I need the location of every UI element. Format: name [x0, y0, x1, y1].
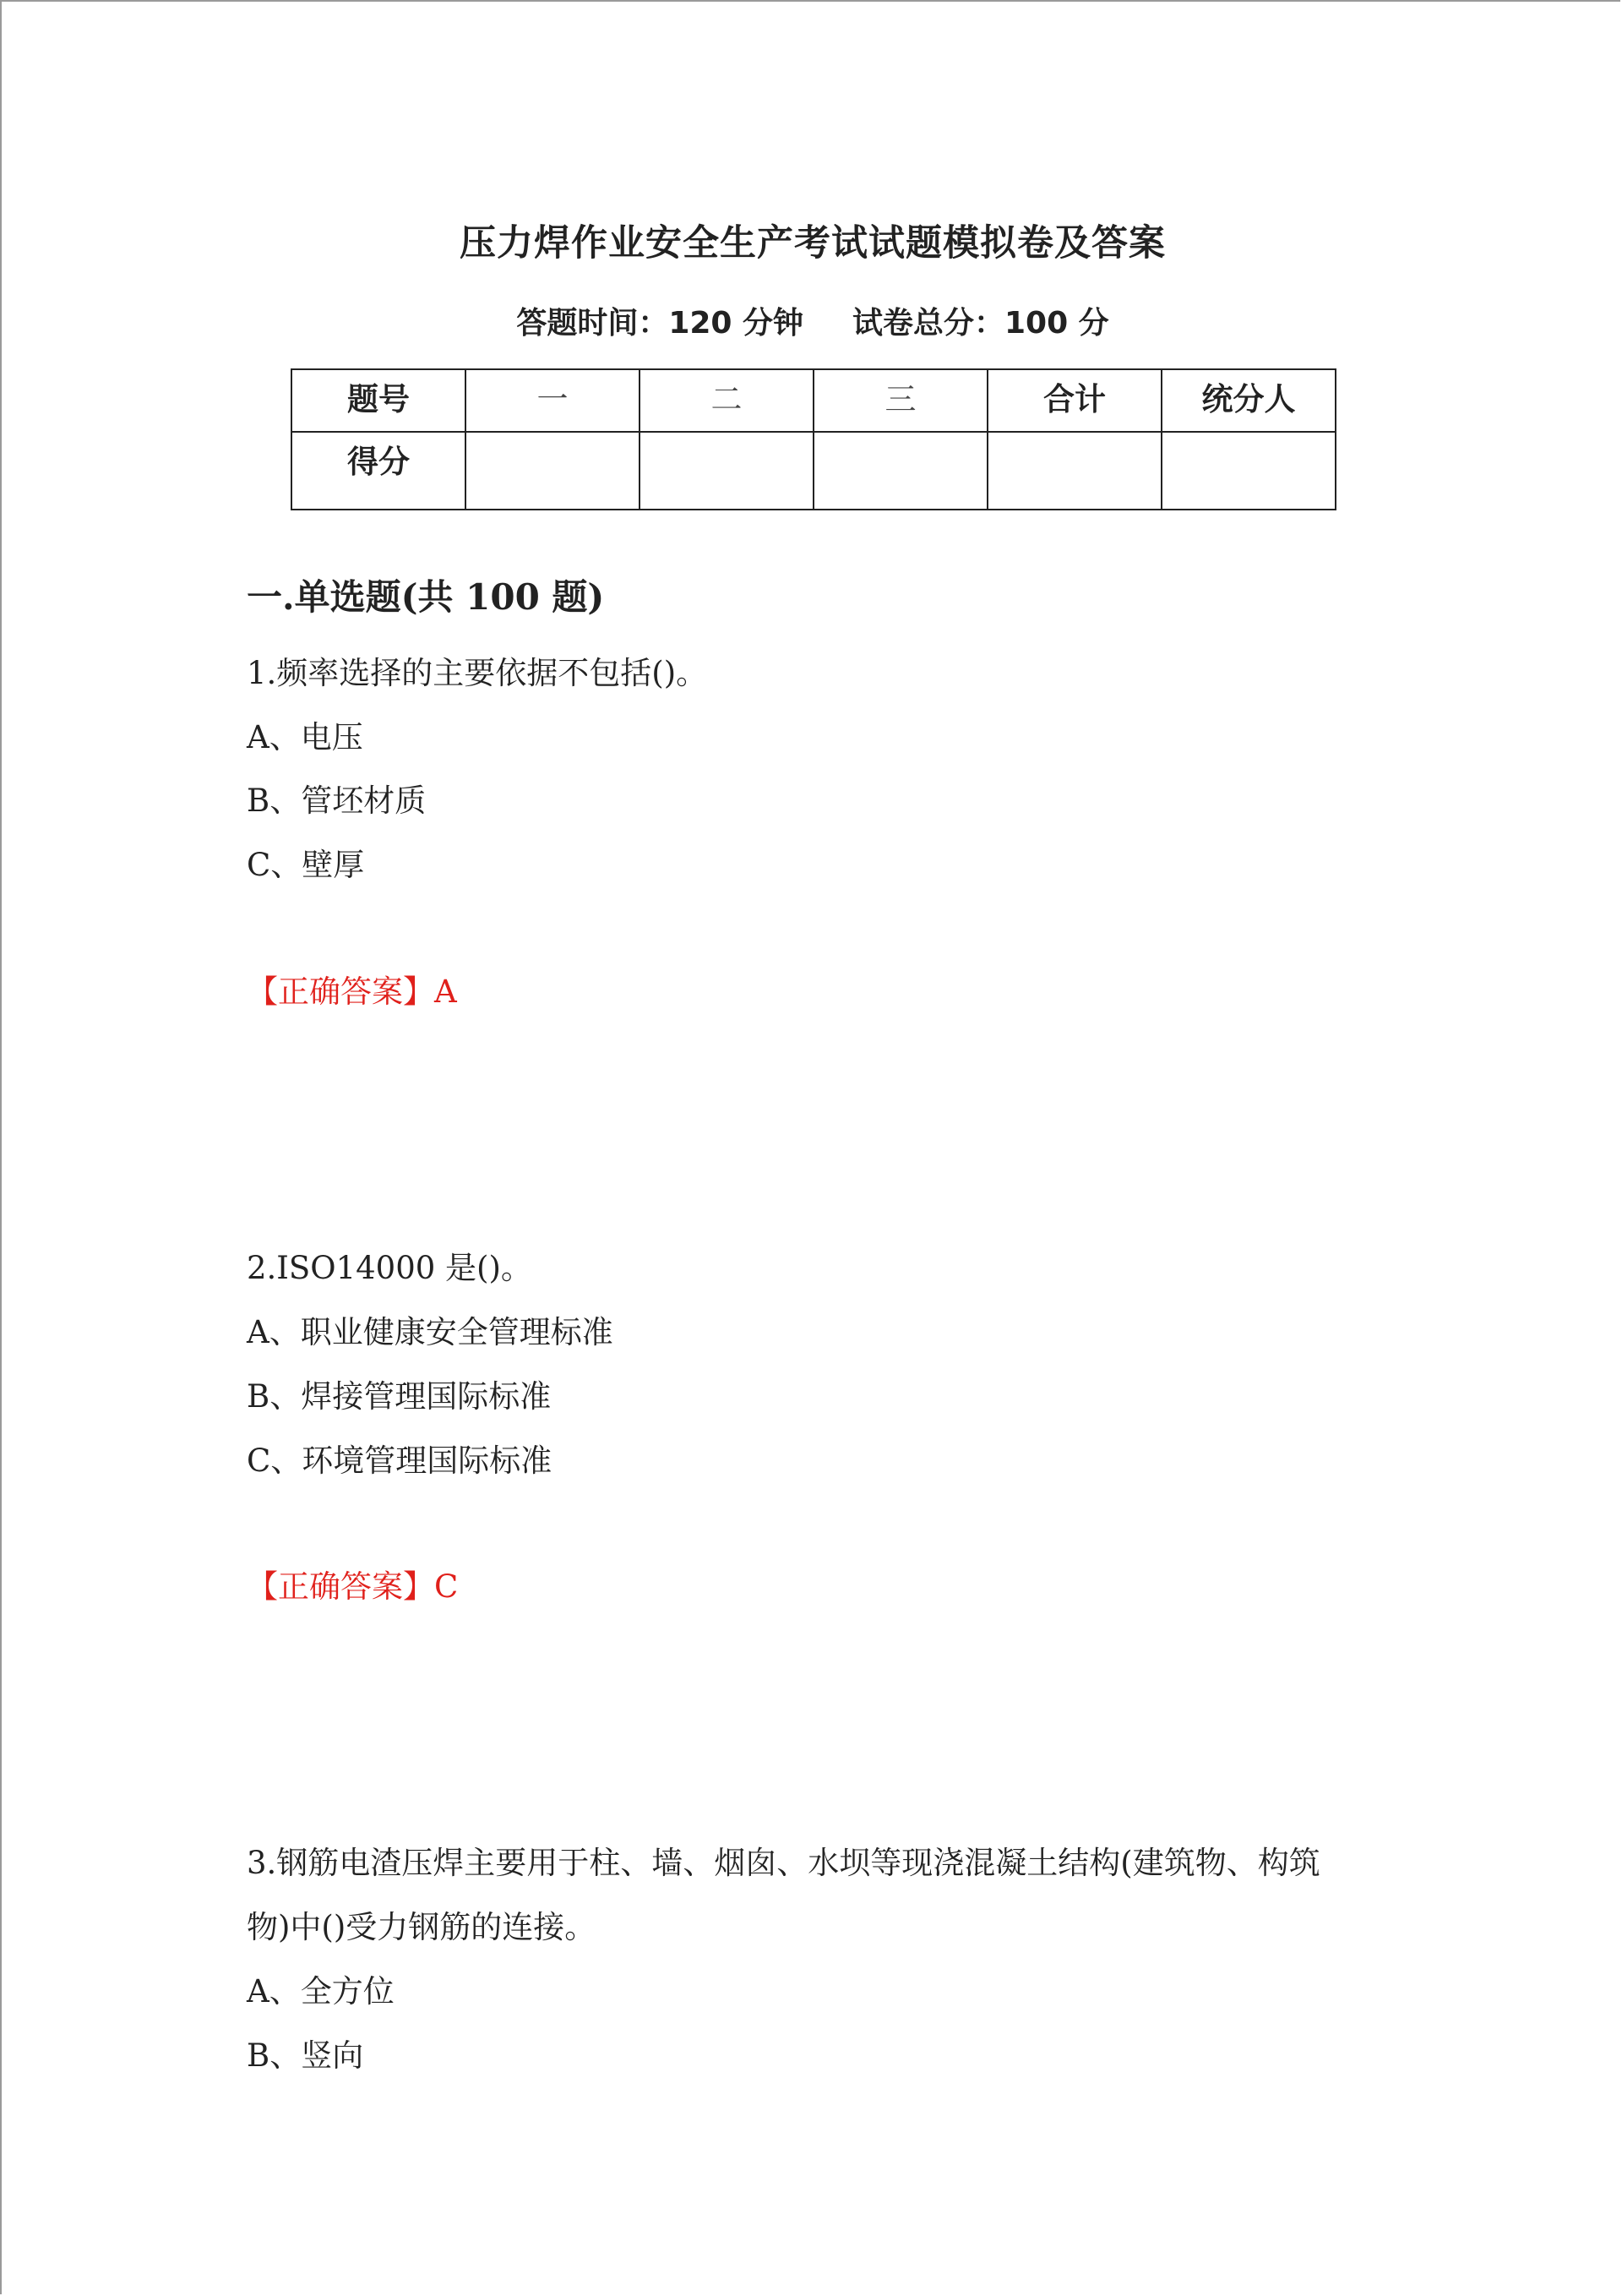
header-cell-part-1: 一 — [465, 369, 640, 432]
question-1-option-b: B、管坯材质 — [247, 783, 427, 819]
header-cell-number: 题号 — [291, 369, 465, 432]
question-2-answer: 【正确答案】C — [247, 1568, 459, 1605]
section-title: 一.单选题(共 100 题) — [247, 576, 605, 618]
question-1-option-c: C、壁厚 — [247, 847, 365, 883]
score-cell-3 — [814, 432, 988, 510]
question-2-option-c: C、环境管理国际标准 — [247, 1442, 552, 1479]
question-2-option-a: A、职业健康安全管理标准 — [247, 1314, 613, 1350]
score-row-label: 得分 — [291, 432, 465, 510]
header-cell-part-3: 三 — [814, 369, 988, 432]
score-table-header-row — [291, 369, 1336, 432]
question-2-stem: 2.ISO14000 是()。 — [247, 1250, 532, 1286]
score-table-score-row — [291, 432, 1336, 510]
header-cell-total: 合计 — [988, 369, 1162, 432]
document-title: 压力焊作业安全生产考试试题模拟卷及答案 — [460, 222, 1166, 265]
question-3-option-a: A、全方位 — [247, 1973, 395, 2010]
exam-time: 答题时间：120 分钟 — [516, 306, 803, 341]
exam-info — [2, 299, 1622, 342]
question-2-option-b: B、焊接管理国际标准 — [247, 1378, 552, 1415]
question-1-option-a: A、电压 — [247, 719, 363, 755]
header-cell-grader: 统分人 — [1162, 369, 1336, 432]
question-3-stem-line-2: 物)中()受力钢筋的连接。 — [247, 1909, 596, 1945]
score-cell-grader — [1162, 432, 1336, 510]
question-3-option-b: B、竖向 — [247, 2037, 364, 2074]
exam-total-score: 试卷总分：100 分 — [852, 306, 1109, 341]
score-table — [291, 368, 1336, 510]
score-cell-total — [988, 432, 1162, 510]
question-1-stem: 1.频率选择的主要依据不包括()。 — [247, 655, 708, 691]
score-cell-1 — [465, 432, 640, 510]
header-cell-part-2: 二 — [640, 369, 814, 432]
question-3-stem-line-1: 3.钢筋电渣压焊主要用于柱、墙、烟囱、水坝等现浇混凝土结构(建筑物、构筑 — [247, 1845, 1320, 1881]
score-cell-2 — [640, 432, 814, 510]
question-1-answer: 【正确答案】A — [247, 973, 457, 1010]
